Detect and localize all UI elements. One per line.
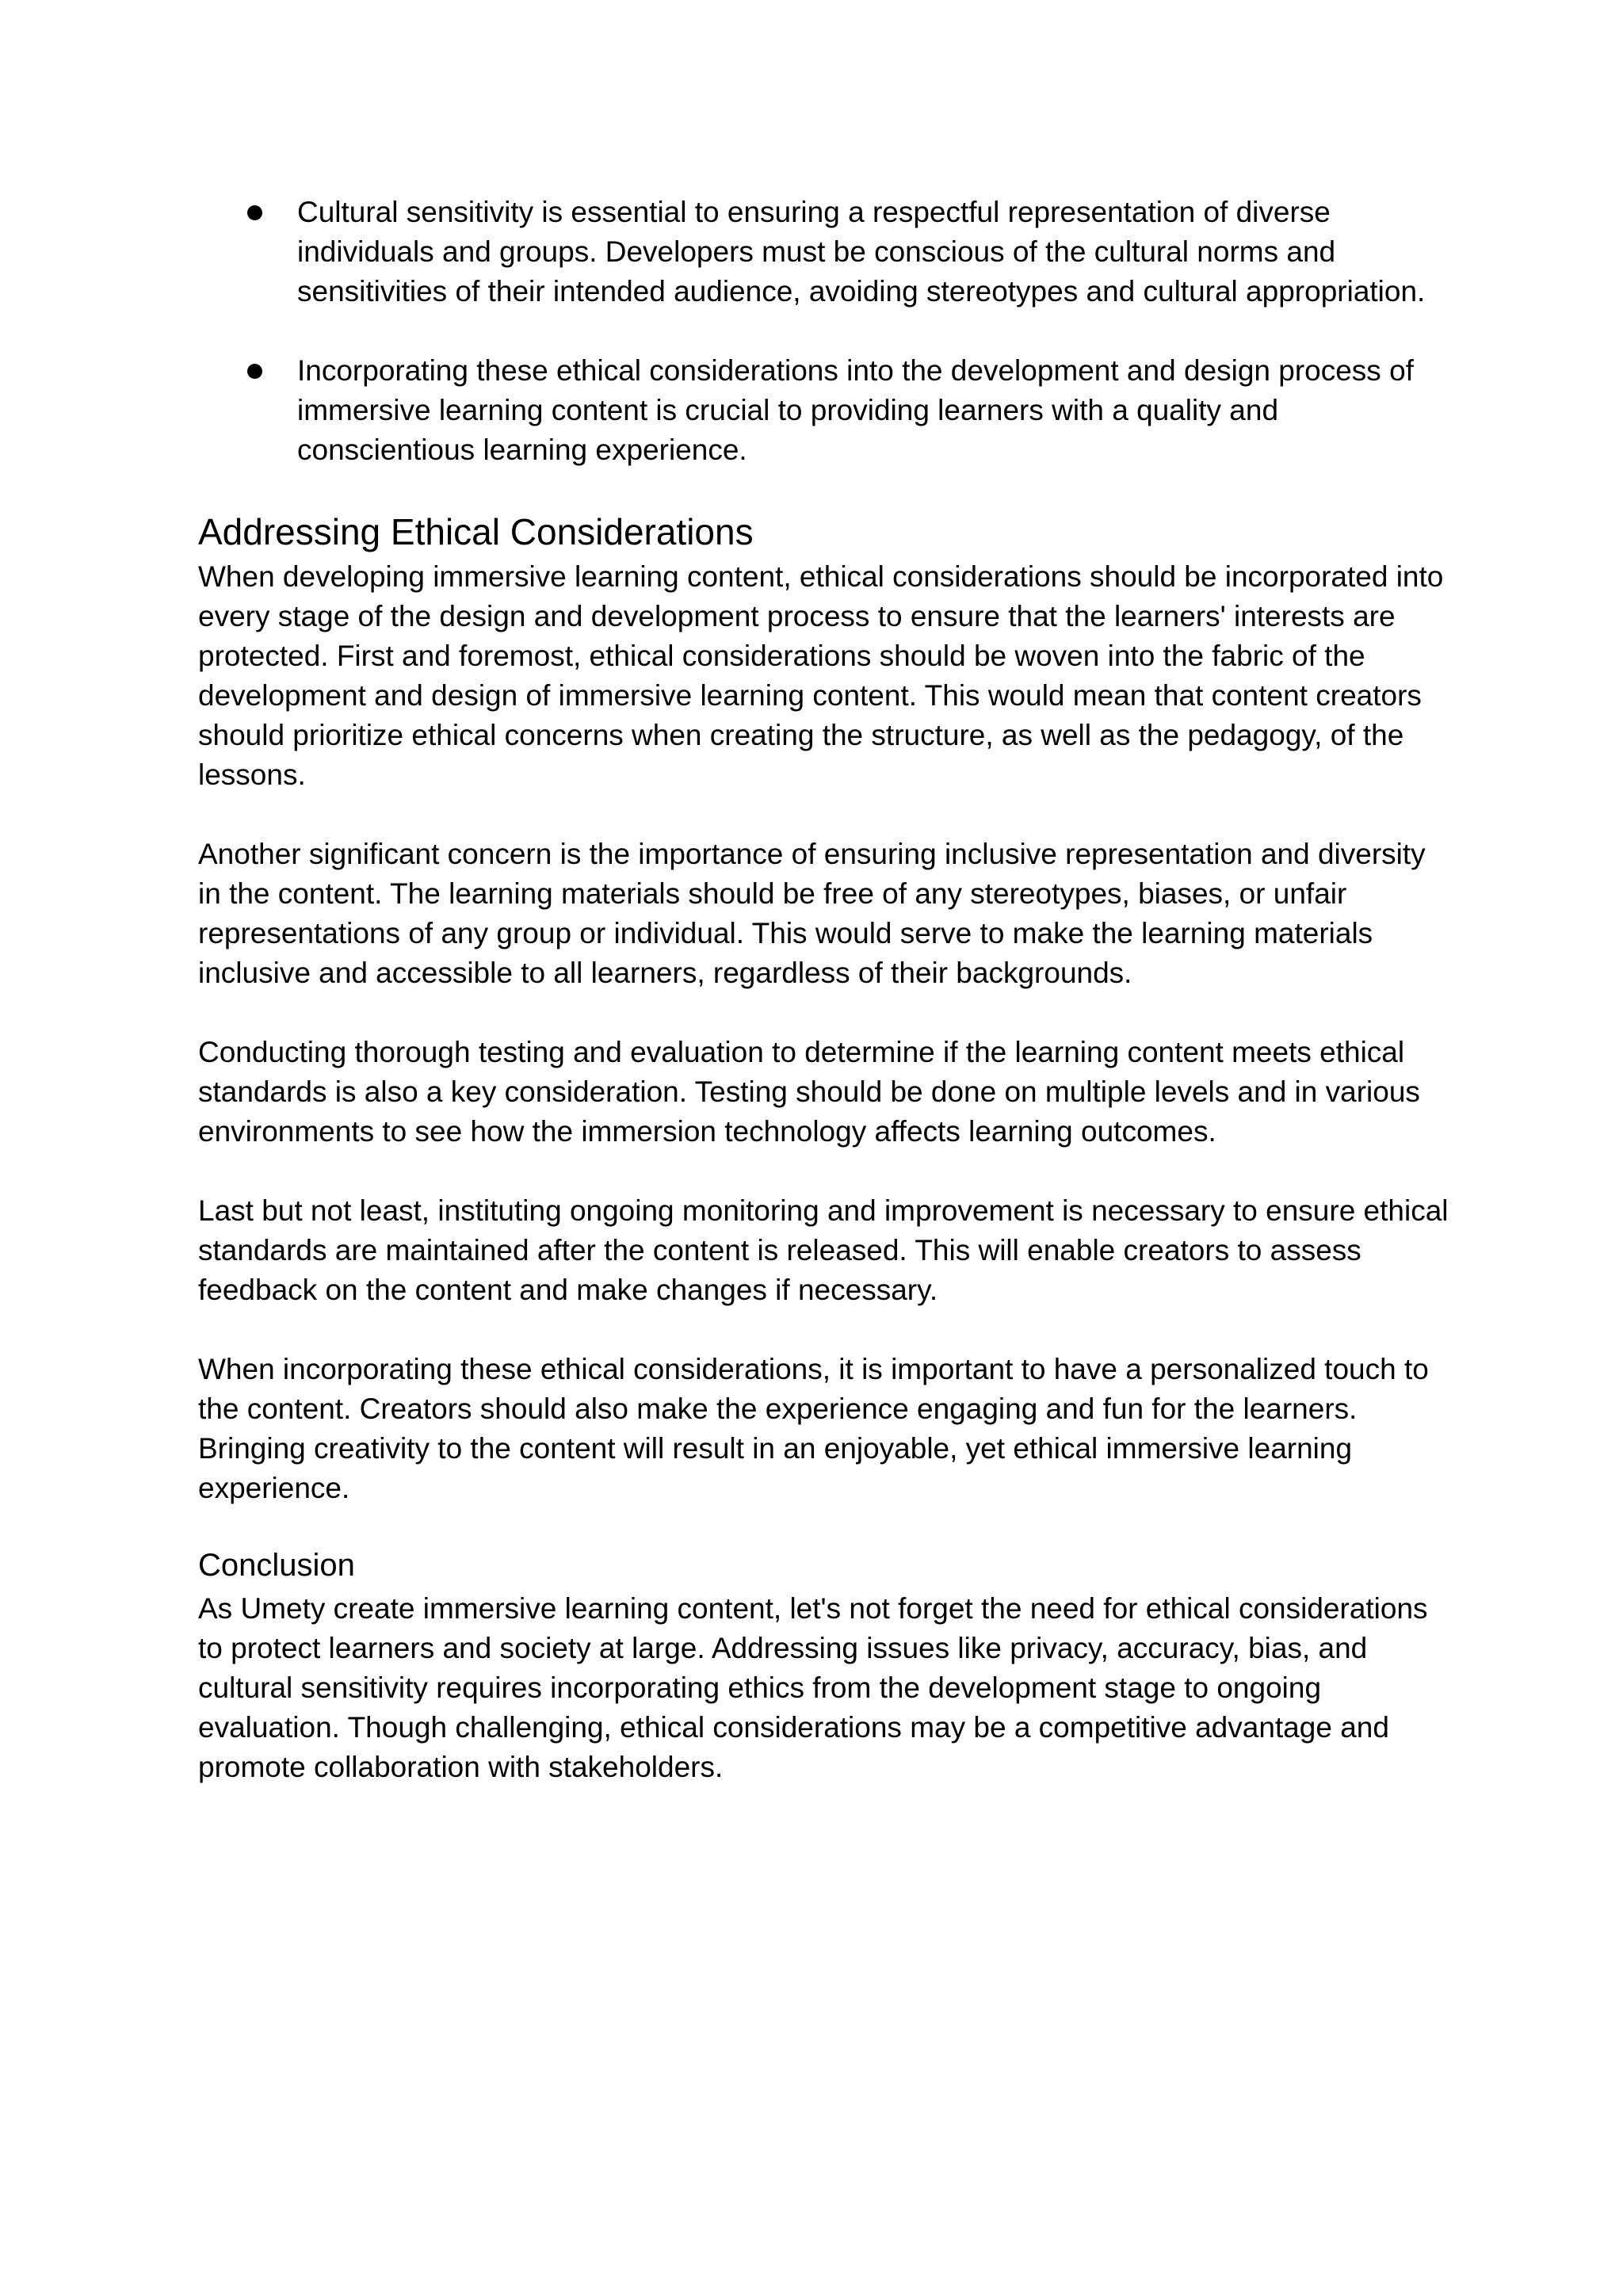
bullet-text: Cultural sensitivity is essential to ensuring a respectful representation of diverse individuals and groups. Developers must be conscious of the cultural norms and sensitivities of their intended audience, avoiding stereotypes and cultural appropriation. bbox=[297, 196, 1426, 308]
section-heading-addressing-ethical-considerations: Addressing Ethical Considerations bbox=[198, 511, 754, 552]
bullet-item-incorporating-ethics bbox=[198, 351, 1450, 470]
paragraph: Another significant concern is the importance of ensuring inclusive representation and diversity in the content. The learning materials should be free of any stereotypes, biases, or unfair representations of any group or individual. This would serve to make the learning materials inclusive and accessible to all learners, regardless of their backgrounds. bbox=[198, 838, 1426, 989]
paragraph: When developing immersive learning content, ethical considerations should be incorporated into every stage of the design and development process to ensure that the learners' interests are protected. First and foremost, ethical considerations should be woven into the fabric of the development and design of immersive learning content. This would mean that content creators should prioritize ethical concerns when creating the structure, as well as the pedagogy, of the lessons. bbox=[198, 560, 1444, 791]
section-heading-conclusion: Conclusion bbox=[198, 1548, 355, 1583]
bullet-icon bbox=[247, 364, 262, 379]
document-content bbox=[198, 193, 1450, 1787]
paragraph: Last but not least, instituting ongoing monitoring and improvement is necessary to ensure ethical standards are maintained after the content is released. This will enable creators to assess feedback on the content and make changes if necessary. bbox=[198, 1194, 1449, 1306]
bullet-icon bbox=[247, 205, 262, 220]
paragraph: Conducting thorough testing and evaluation to determine if the learning content meets ethical standards is also a key consideration. Testing should be done on multiple levels and in various environments to see how the immersion technology affects learning outcomes. bbox=[198, 1036, 1420, 1148]
bullet-list bbox=[198, 193, 1450, 470]
bullet-item-cultural-sensitivity bbox=[198, 193, 1450, 311]
paragraph: As Umety create immersive learning content, let's not forget the need for ethical considerations to protect learners and society at large. Addressing issues like privacy, accuracy, bias, and cultural sensitivity requires incorporating ethics from the development stage to ongoing evaluation. Though challenging, ethical considerations may be a competitive advantage and promote collaboration with stakeholders. bbox=[198, 1592, 1428, 1783]
bullet-text: Incorporating these ethical considerations into the development and design process of immersive learning content is crucial to providing learners with a quality and conscientious learning experience. bbox=[297, 354, 1414, 466]
paragraph: When incorporating these ethical considerations, it is important to have a personalized touch to the content. Creators should also make the experience engaging and fun for the learners. Bringing creativity to the content will result in an enjoyable, yet ethical immersive learning experience. bbox=[198, 1353, 1429, 1504]
